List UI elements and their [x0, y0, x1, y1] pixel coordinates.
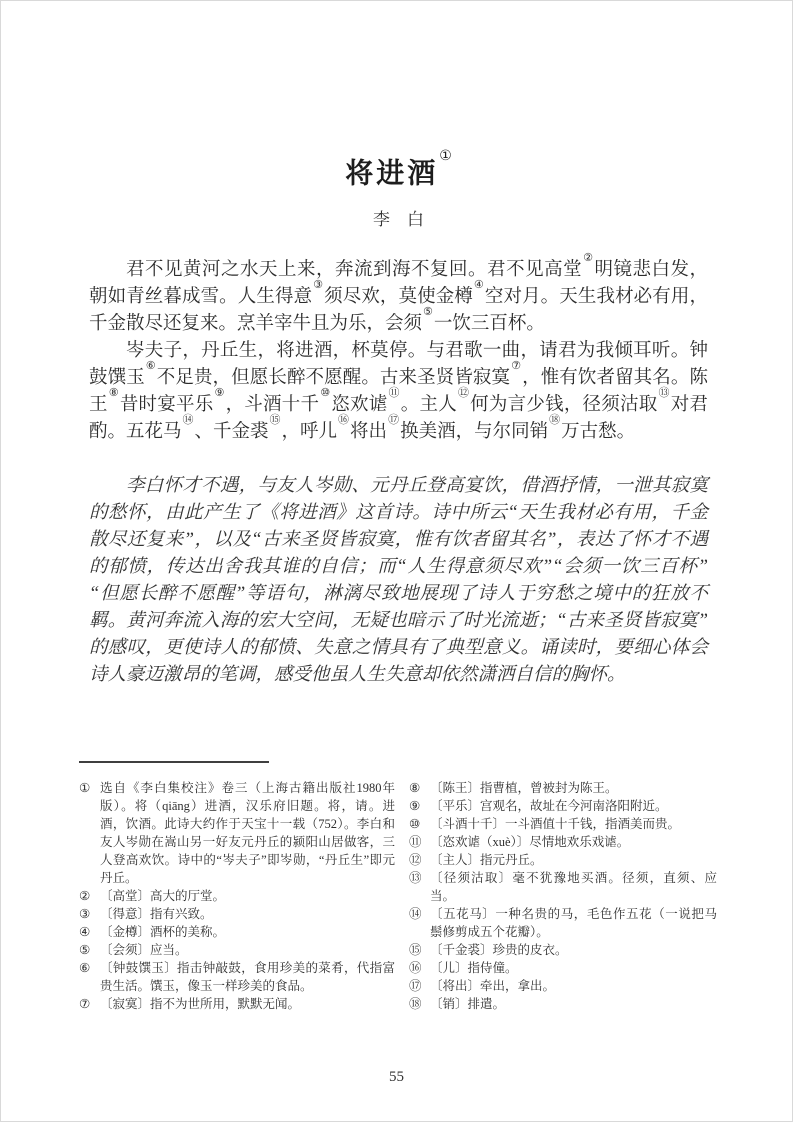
footnote-text: 〔得意〕指有兴致。 [100, 907, 213, 921]
footnote-text: 选自《李白集校注》卷三（上海古籍出版社1980年版）。将（qiāng）进酒，汉乐府旧题。将，请。进酒，饮酒。此诗大约作于天宝十一载（752）。李白和友人岑勋在嵩山另一好友元丹丘的颍阳山居做客，三人登高欢饮。诗中的“岑夫子”即岑勋，“丹丘生”即元丹丘。 [100, 781, 395, 885]
footnote-number: ④ [79, 924, 91, 939]
footnote-ref: ③ [313, 278, 324, 292]
footnote-text: 〔销〕排遣。 [430, 997, 506, 1011]
footnote-ref: ② [583, 251, 594, 265]
title-footnote-ref: ① [439, 148, 452, 164]
footnotes-left-column [79, 779, 395, 1013]
footnote-ref: ⑱ [549, 413, 561, 427]
footnote-item [409, 959, 717, 977]
footnotes-section [79, 761, 717, 1013]
footnote-item [79, 887, 395, 905]
footnote-ref: ⑩ [320, 386, 331, 400]
footnote-number: ③ [79, 906, 91, 921]
footnote-number: ⑭ [409, 906, 422, 921]
footnote-item [79, 923, 395, 941]
footnote-number: ⑦ [79, 996, 91, 1011]
footnote-text: 〔儿〕指侍僮。 [430, 961, 518, 975]
footnote-ref: ⑤ [423, 305, 433, 319]
footnote-number: ⑨ [409, 798, 421, 813]
footnote-ref: ⑪ [388, 386, 400, 400]
footnote-ref: ⑦ [511, 359, 522, 373]
footnote-item [79, 959, 395, 995]
footnote-text: 〔千金裘〕珍贵的皮衣。 [430, 943, 568, 957]
footnote-item [409, 977, 717, 995]
footnote-ref: ⑧ [108, 386, 119, 400]
footnote-ref: ⑭ [182, 413, 194, 427]
footnotes-right-column [409, 779, 717, 1013]
footnote-item [409, 905, 717, 941]
footnote-text: 〔恣欢谑（xuè）〕尽情地欢乐戏谑。 [430, 835, 630, 849]
footnote-number: ⑫ [409, 852, 422, 867]
footnote-item [79, 905, 395, 923]
footnote-number: ⑤ [79, 942, 91, 957]
commentary-paragraph: 李白怀才不遇，与友人岑勋、元丹丘登高宴饮，借酒抒情，一泄其寂寞的愁怀，由此产生了《将进酒》这首诗。诗中所云“天生我材必有用，千金散尽还复来”，以及“古来圣贤皆寂寞，惟有饮者留其名”，表达了怀才不遇的郁愤，传达出舍我其谁的自信；而“人生得意须尽欢”“会须一饮三百杯”“但愿长醉不愿醒”等语句，淋漓尽致地展现了诗人于穷愁之境中的狂放不羁。黄河奔流入海的宏大空间，无疑也暗示了时光流逝；“古来圣贤皆寂寞”的感叹，更使诗人的郁愤、失意之情具有了典型意义。诵读时，要细心体会诗人豪迈激昂的笔调，感受他虽人生失意却依然潇洒自信的胸怀。 [89, 476, 708, 686]
footnote-item [409, 833, 717, 851]
footnote-text: 〔斗酒十千〕一斗酒值十千钱，指酒美而贵。 [430, 817, 681, 831]
page-number: 55 [389, 1069, 404, 1085]
poem-title-text: 将进酒 [345, 158, 439, 190]
page-title [89, 149, 708, 193]
poem-paragraph-1: 君不见黄河之水天上来，奔流到海不复回。君不见高堂②明镜悲白发，朝如青丝暮成雪。人生得意③须尽欢，莫使金樽④空对月。天生我材必有用，千金散尽还复来。烹羊宰牛且为乐，会须⑤一饮三百杯。 [89, 251, 708, 335]
footnote-number: ⑧ [409, 780, 421, 795]
footnote-number: ⑥ [79, 960, 91, 975]
footnote-number: ⑰ [409, 978, 422, 993]
footnote-text: 〔平乐〕宫观名，故址在今河南洛阳附近。 [430, 799, 668, 813]
footnote-number: ⑪ [409, 834, 422, 849]
footnote-ref: ⑮ [269, 413, 281, 427]
footnote-number: ⑱ [409, 996, 422, 1011]
footnote-item [409, 779, 717, 797]
footnote-text: 〔金樽〕酒杯的美称。 [100, 925, 226, 939]
footnote-item [79, 779, 395, 887]
footnote-columns [79, 779, 717, 1013]
footnote-ref: ⑬ [658, 386, 670, 400]
footnote-item [409, 851, 717, 869]
main-text-area [89, 1, 708, 689]
footnote-number: ⑮ [409, 942, 422, 957]
footnote-text: 〔钟鼓馔玉〕指击钟敲鼓，食用珍美的菜肴，代指富贵生活。馔玉，像玉一样珍美的食品。 [100, 961, 395, 993]
footnote-text: 〔径须沽取〕毫不犹豫地买酒。径须，直须、应当。 [430, 871, 717, 903]
footnote-text: 〔五花马〕一种名贵的马，毛色作五花（一说把马鬃修剪成五个花瓣）。 [430, 907, 717, 939]
footnote-divider [79, 761, 269, 763]
footnote-ref: ⑯ [338, 413, 350, 427]
author-name: 李 白 [373, 210, 424, 230]
footnote-ref: ⑰ [388, 413, 400, 427]
footnote-text: 〔寂寞〕指不为世所用，默默无闻。 [100, 997, 301, 1011]
footnote-number: ⑬ [409, 870, 422, 885]
footnote-item [409, 941, 717, 959]
footnote-number: ⑯ [409, 960, 422, 975]
poem-paragraph-2: 岑夫子，丹丘生，将进酒，杯莫停。与君歌一曲，请君为我倾耳听。钟鼓馔玉⑥不足贵，但愿长醉不愿醒。古来圣贤皆寂寞⑦，惟有饮者留其名。陈王⑧昔时宴平乐⑨，斗酒十千⑩恣欢谑⑪。主人⑫何为言少钱，径须沽取⑬对君酌。五花马⑭、千金裘⑮，呼儿⑯将出⑰换美酒，与尔同销⑱万古愁。 [89, 341, 708, 443]
footnote-item [409, 797, 717, 815]
footnote-number: ② [79, 888, 91, 903]
footnote-text: 〔会须〕应当。 [100, 943, 188, 957]
footnote-number: ⑩ [409, 816, 421, 831]
footnote-text: 〔陈王〕指曹植，曾被封为陈王。 [430, 781, 618, 795]
footnote-ref: ⑫ [457, 386, 470, 400]
footnote-text: 〔高堂〕高大的厅堂。 [100, 889, 226, 903]
footnote-ref: ④ [473, 278, 484, 292]
footnote-item [79, 995, 395, 1013]
footnote-item [79, 941, 395, 959]
footnote-ref: ⑨ [214, 386, 225, 400]
footnote-item [409, 815, 717, 833]
footnote-text: 〔主人〕指元丹丘。 [430, 853, 543, 867]
footnote-number: ① [79, 780, 91, 795]
footnote-ref: ⑥ [145, 359, 156, 373]
footnote-item [409, 995, 717, 1013]
footnote-text: 〔将出〕牵出，拿出。 [430, 979, 556, 993]
footnote-item [409, 869, 717, 905]
